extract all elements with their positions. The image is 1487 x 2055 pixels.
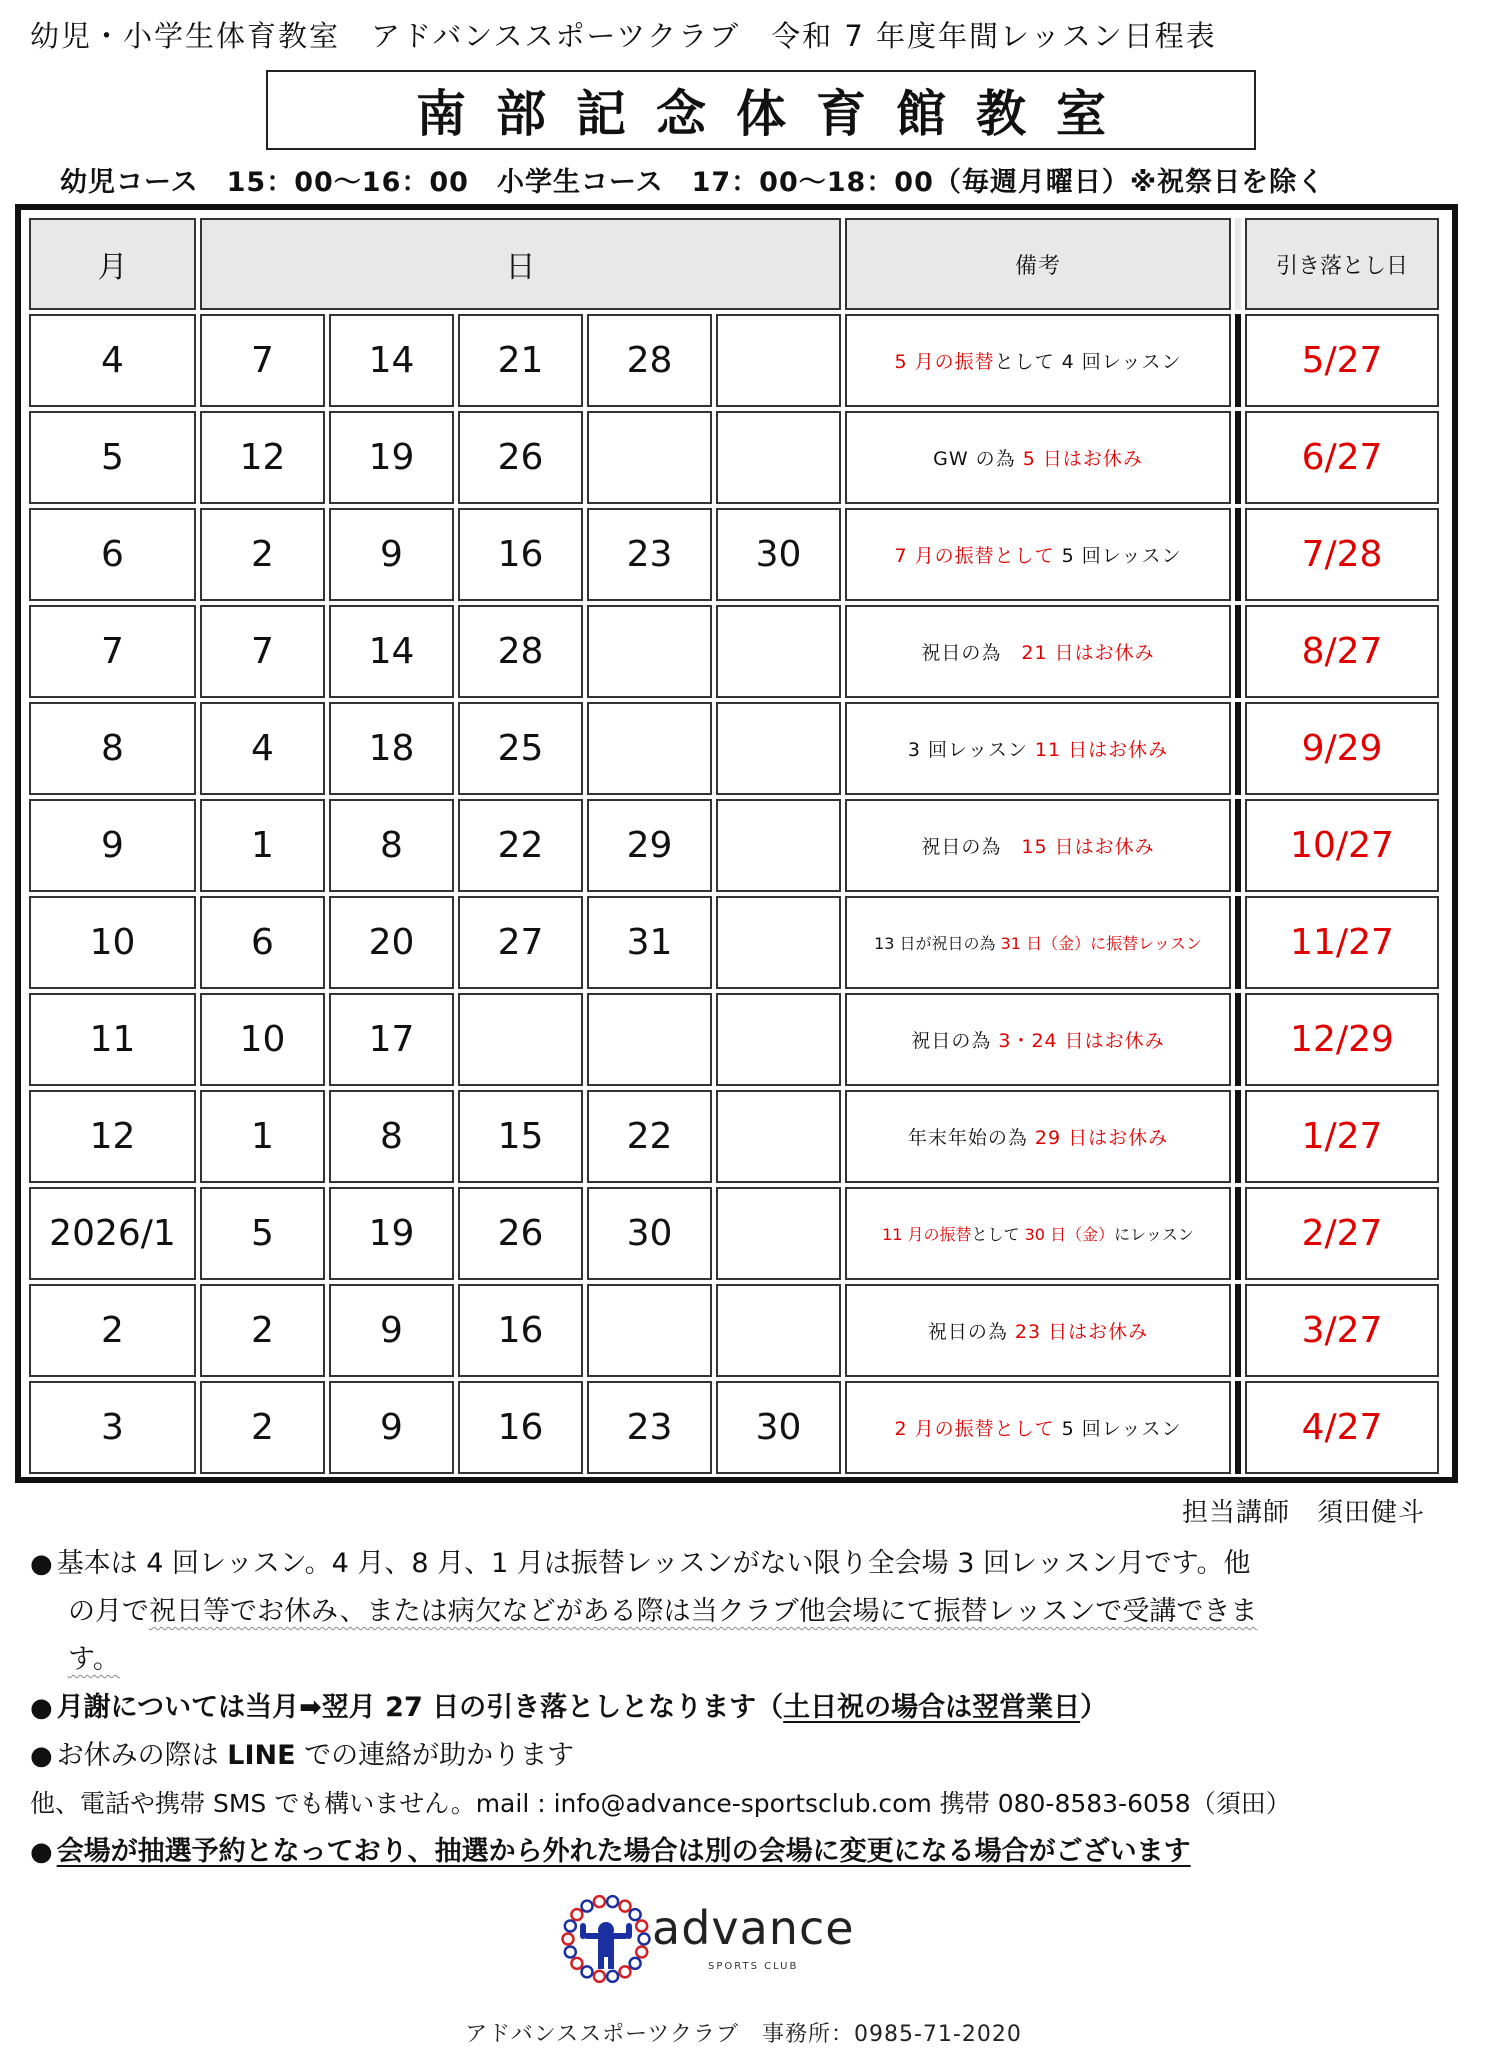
day-cell: 26 bbox=[458, 411, 583, 504]
day-cell: 23 bbox=[587, 508, 712, 601]
day-cell: 19 bbox=[329, 1187, 454, 1280]
note-text: での連絡が助かります bbox=[295, 1740, 575, 1771]
logo-ring-link bbox=[565, 1947, 576, 1958]
day-cell: 19 bbox=[329, 411, 454, 504]
day-cell: 26 bbox=[458, 1187, 583, 1280]
day-cell: 15 bbox=[458, 1090, 583, 1183]
remarks-text-red: 21 日はお休み bbox=[1021, 642, 1155, 664]
teacher-name: 担当講師 須田健斗 bbox=[1181, 1498, 1425, 1528]
table-row bbox=[29, 1090, 1439, 1183]
table-row bbox=[29, 1187, 1439, 1280]
remarks-cell bbox=[845, 605, 1231, 698]
remarks-text-red: 7 月の振替として bbox=[894, 545, 1062, 567]
course-times: 幼児コース 15：00〜16：00 小学生コース 17：00〜18：00（毎週月曜日）※祝祭日を除く bbox=[60, 167, 1326, 198]
day-cell: 9 bbox=[329, 1381, 454, 1474]
day-cell bbox=[587, 993, 712, 1086]
remarks-text: として 4 回レッスン bbox=[994, 351, 1182, 373]
month-cell: 9 bbox=[29, 799, 196, 892]
day-cell: 1 bbox=[200, 799, 325, 892]
note-venue bbox=[30, 1828, 1450, 1876]
remarks-text-red: 23 日はお休み bbox=[1014, 1321, 1149, 1343]
month-cell: 6 bbox=[29, 508, 196, 601]
month-cell: 12 bbox=[29, 1090, 196, 1183]
debit-date-cell: 5/27 bbox=[1245, 314, 1439, 407]
note-text-bold: LINE bbox=[227, 1740, 296, 1771]
note-basic-cont bbox=[30, 1588, 1450, 1636]
day-cell bbox=[587, 702, 712, 795]
debit-date-cell: 4/27 bbox=[1245, 1381, 1439, 1474]
note-fee bbox=[30, 1684, 1450, 1732]
day-cell: 17 bbox=[329, 993, 454, 1086]
logo-ring-link bbox=[571, 1909, 582, 1920]
column-divider bbox=[1235, 1381, 1241, 1474]
column-divider bbox=[1235, 702, 1241, 795]
day-cell: 1 bbox=[200, 1090, 325, 1183]
remarks-cell bbox=[845, 702, 1231, 795]
day-cell bbox=[716, 896, 841, 989]
day-cell bbox=[587, 1284, 712, 1377]
month-cell: 5 bbox=[29, 411, 196, 504]
column-divider bbox=[1235, 218, 1241, 310]
day-cell bbox=[587, 605, 712, 698]
remarks-text: GW の為 bbox=[933, 448, 1023, 470]
day-cell: 28 bbox=[458, 605, 583, 698]
day-cell: 2 bbox=[200, 508, 325, 601]
logo-ring-link bbox=[594, 1896, 605, 1907]
remarks-text-red: 3・24 日はお休み bbox=[998, 1030, 1165, 1052]
remarks-text: にレッスン bbox=[1114, 1225, 1194, 1244]
day-cell: 4 bbox=[200, 702, 325, 795]
month-cell: 3 bbox=[29, 1381, 196, 1474]
remarks-text-red: 31 日（金）に振替レッスン bbox=[1000, 934, 1202, 953]
logo-ring-link bbox=[607, 1971, 618, 1982]
remarks-text-red: 15 日はお休み bbox=[1021, 836, 1155, 858]
month-cell: 4 bbox=[29, 314, 196, 407]
table-row bbox=[29, 799, 1439, 892]
month-cell: 11 bbox=[29, 993, 196, 1086]
bullet-icon: ● bbox=[30, 1741, 53, 1771]
day-cell bbox=[716, 993, 841, 1086]
day-cell: 14 bbox=[329, 605, 454, 698]
day-cell bbox=[716, 1187, 841, 1280]
table-row bbox=[29, 993, 1439, 1086]
logo-wordmark: advance bbox=[652, 1901, 855, 1955]
footer-office: アドバンススポーツクラブ 事務所：0985-71-2020 bbox=[465, 2022, 1022, 2047]
remarks-text: 5 回レッスン bbox=[1061, 1418, 1182, 1440]
logo-ring-link bbox=[571, 1958, 582, 1969]
debit-date-cell: 12/29 bbox=[1245, 993, 1439, 1086]
remarks-cell bbox=[845, 1090, 1231, 1183]
header-subtitle: 幼児・小学生体育教室 アドバンススポーツクラブ 令和 7 年度年間レッスン日程表 bbox=[30, 19, 1217, 53]
logo-ring-link bbox=[582, 1966, 593, 1977]
day-cell bbox=[716, 605, 841, 698]
debit-date-cell: 1/27 bbox=[1245, 1090, 1439, 1183]
debit-date-cell: 3/27 bbox=[1245, 1284, 1439, 1377]
table-row bbox=[29, 605, 1439, 698]
remarks-cell bbox=[845, 314, 1231, 407]
column-divider bbox=[1235, 508, 1241, 601]
day-cell: 27 bbox=[458, 896, 583, 989]
month-cell: 8 bbox=[29, 702, 196, 795]
day-cell: 31 bbox=[587, 896, 712, 989]
remarks-text-red: 29 日はお休み bbox=[1034, 1127, 1169, 1149]
table-row bbox=[29, 508, 1439, 601]
remarks-text-red: 5 日はお休み bbox=[1022, 448, 1143, 470]
day-cell: 23 bbox=[587, 1381, 712, 1474]
table-row bbox=[29, 702, 1439, 795]
logo-ring-link bbox=[630, 1909, 641, 1920]
remarks-text-red: 11 日はお休み bbox=[1034, 739, 1169, 761]
remarks-text: 5 回レッスン bbox=[1061, 545, 1182, 567]
remarks-text: 3 回レッスン bbox=[907, 739, 1035, 761]
day-cell: 7 bbox=[200, 605, 325, 698]
title-box bbox=[266, 70, 1256, 150]
logo-ring-link bbox=[620, 1901, 631, 1912]
remarks-cell bbox=[845, 1284, 1231, 1377]
column-divider bbox=[1235, 314, 1241, 407]
logo-ring-link bbox=[565, 1921, 576, 1932]
note-text: 月謝については当月➡翌月 27 日の引き落としとなります（ bbox=[56, 1692, 784, 1723]
logo-ring-link bbox=[636, 1947, 647, 1958]
note-basic bbox=[30, 1540, 1450, 1588]
day-cell: 25 bbox=[458, 702, 583, 795]
day-cell: 6 bbox=[200, 896, 325, 989]
day-cell bbox=[716, 702, 841, 795]
note-text-underlined: 会場が抽選予約となっており、抽選から外れた場合は別の会場に変更になる場合がございます bbox=[56, 1836, 1191, 1867]
remarks-cell bbox=[845, 993, 1231, 1086]
remarks-cell bbox=[845, 896, 1231, 989]
day-cell: 2 bbox=[200, 1381, 325, 1474]
day-cell: 30 bbox=[716, 508, 841, 601]
table-row bbox=[29, 896, 1439, 989]
header-remarks: 備考 bbox=[845, 218, 1231, 310]
day-cell: 10 bbox=[200, 993, 325, 1086]
bullet-icon: ● bbox=[30, 1549, 53, 1579]
column-divider bbox=[1235, 605, 1241, 698]
day-cell bbox=[716, 314, 841, 407]
remarks-text-red: 5 月の振替 bbox=[894, 351, 995, 373]
day-cell bbox=[458, 993, 583, 1086]
day-cell: 9 bbox=[329, 1284, 454, 1377]
remarks-text: 祝日の為 bbox=[921, 836, 1022, 858]
bullet-icon: ● bbox=[30, 1693, 53, 1723]
day-cell: 2 bbox=[200, 1284, 325, 1377]
logo-ring-link bbox=[639, 1934, 650, 1945]
remarks-cell bbox=[845, 1187, 1231, 1280]
month-cell: 2 bbox=[29, 1284, 196, 1377]
logo-emblem-icon bbox=[560, 1893, 652, 1985]
logo-ring-link bbox=[563, 1934, 574, 1945]
remarks-cell bbox=[845, 508, 1231, 601]
logo-ring-link bbox=[594, 1971, 605, 1982]
note-text-wavy: 祝日等でお休み、または病欠などがある際は当クラブ他会場にて振替レッスンで受講できま bbox=[149, 1596, 1258, 1627]
logo-ring-link bbox=[636, 1921, 647, 1932]
logo-ring-link bbox=[582, 1901, 593, 1912]
debit-date-cell: 8/27 bbox=[1245, 605, 1439, 698]
header-month: 月 bbox=[29, 218, 196, 310]
month-cell: 10 bbox=[29, 896, 196, 989]
day-cell bbox=[716, 411, 841, 504]
day-cell bbox=[716, 1284, 841, 1377]
debit-date-cell: 10/27 bbox=[1245, 799, 1439, 892]
table-header-row bbox=[29, 218, 1439, 310]
remarks-text: 祝日の為 bbox=[927, 1321, 1015, 1343]
debit-date-cell: 11/27 bbox=[1245, 896, 1439, 989]
day-cell: 16 bbox=[458, 1284, 583, 1377]
remarks-text-red: 30 日（金） bbox=[1024, 1225, 1115, 1244]
day-cell: 7 bbox=[200, 314, 325, 407]
table-row bbox=[29, 314, 1439, 407]
day-cell: 8 bbox=[329, 799, 454, 892]
column-divider bbox=[1235, 799, 1241, 892]
day-cell: 28 bbox=[587, 314, 712, 407]
day-cell: 20 bbox=[329, 896, 454, 989]
logo bbox=[560, 1893, 880, 1993]
day-cell bbox=[716, 1090, 841, 1183]
table-row bbox=[29, 1284, 1439, 1377]
remarks-cell bbox=[845, 411, 1231, 504]
day-cell: 14 bbox=[329, 314, 454, 407]
note-text-underlined: 土日祝の場合は翌営業日 bbox=[783, 1692, 1081, 1723]
day-cell: 22 bbox=[587, 1090, 712, 1183]
note-text: の月で bbox=[68, 1596, 149, 1627]
logo-ring-link bbox=[607, 1896, 618, 1907]
column-divider bbox=[1235, 1284, 1241, 1377]
logo-ring-link bbox=[620, 1966, 631, 1977]
logo-subtext: SPORTS CLUB bbox=[708, 1961, 799, 1972]
table-row bbox=[29, 411, 1439, 504]
logo-ring-link bbox=[630, 1958, 641, 1969]
notes bbox=[30, 1540, 1450, 1876]
remarks-cell bbox=[845, 799, 1231, 892]
header-debit: 引き落とし日 bbox=[1245, 218, 1439, 310]
day-cell: 30 bbox=[587, 1187, 712, 1280]
column-divider bbox=[1235, 1187, 1241, 1280]
day-cell: 21 bbox=[458, 314, 583, 407]
column-divider bbox=[1235, 1090, 1241, 1183]
day-cell: 29 bbox=[587, 799, 712, 892]
day-cell: 16 bbox=[458, 508, 583, 601]
day-cell bbox=[587, 411, 712, 504]
remarks-text-red: 11 月の振替 bbox=[882, 1225, 972, 1244]
day-cell: 16 bbox=[458, 1381, 583, 1474]
schedule-table bbox=[15, 204, 1458, 1483]
month-cell: 2026/1 bbox=[29, 1187, 196, 1280]
note-text-wavy: す。 bbox=[68, 1644, 120, 1675]
column-divider bbox=[1235, 993, 1241, 1086]
debit-date-cell: 2/27 bbox=[1245, 1187, 1439, 1280]
header-days: 日 bbox=[200, 218, 841, 310]
page-title: 南部記念体育館教室 bbox=[416, 85, 1136, 143]
debit-date-cell: 7/28 bbox=[1245, 508, 1439, 601]
day-cell: 5 bbox=[200, 1187, 325, 1280]
debit-date-cell: 6/27 bbox=[1245, 411, 1439, 504]
remarks-text: 13 日が祝日の為 bbox=[874, 934, 1001, 953]
remarks-text-red: 2 月の振替として bbox=[894, 1418, 1062, 1440]
note-basic-end bbox=[30, 1636, 1450, 1684]
column-divider bbox=[1235, 411, 1241, 504]
day-cell: 18 bbox=[329, 702, 454, 795]
table-row bbox=[29, 1381, 1439, 1474]
remarks-text: 祝日の為 bbox=[921, 642, 1022, 664]
remarks-text: 祝日の為 bbox=[911, 1030, 999, 1052]
day-cell: 9 bbox=[329, 508, 454, 601]
column-divider bbox=[1235, 896, 1241, 989]
note-absence bbox=[30, 1732, 1450, 1780]
note-text: ） bbox=[1080, 1692, 1108, 1723]
day-cell: 30 bbox=[716, 1381, 841, 1474]
day-cell: 12 bbox=[200, 411, 325, 504]
month-cell: 7 bbox=[29, 605, 196, 698]
remarks-text: 年末年始の為 bbox=[907, 1127, 1035, 1149]
day-cell: 22 bbox=[458, 799, 583, 892]
note-text: お休みの際は bbox=[56, 1740, 228, 1771]
bullet-icon: ● bbox=[30, 1837, 53, 1867]
debit-date-cell: 9/29 bbox=[1245, 702, 1439, 795]
remarks-cell bbox=[845, 1381, 1231, 1474]
contact-info: 他、電話や携帯 SMS でも構いません。mail : info@advance-sportsclub.com 携帯 080-8583-6058（須田） bbox=[30, 1789, 1291, 1818]
day-cell bbox=[716, 799, 841, 892]
remarks-text: として bbox=[971, 1225, 1025, 1244]
note-text: 基本は 4 回レッスン。4 月、8 月、1 月は振替レッスンがない限り全会場 3 回レッスン月です。他 bbox=[56, 1548, 1251, 1579]
day-cell: 8 bbox=[329, 1090, 454, 1183]
